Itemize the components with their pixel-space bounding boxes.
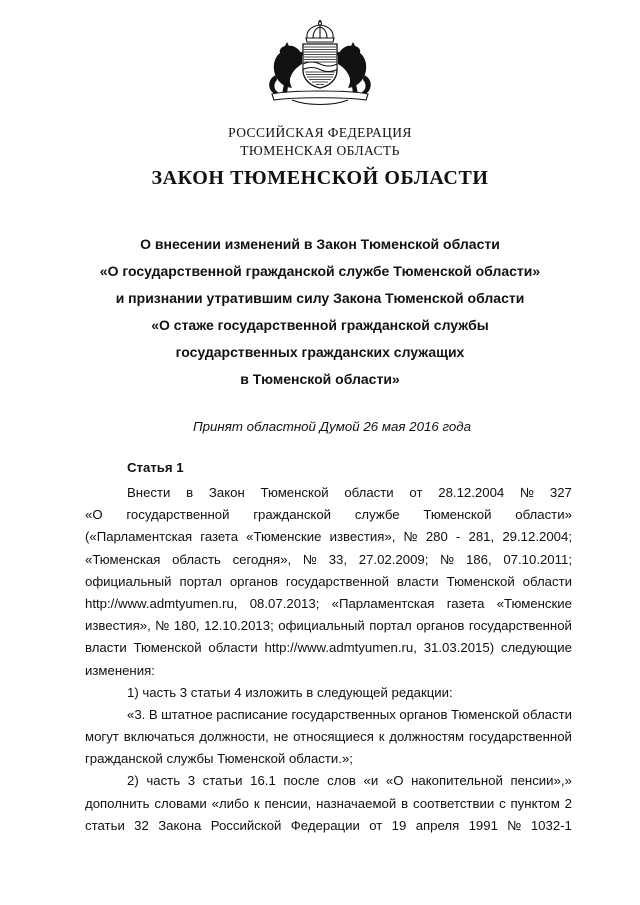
compartment-icon [272,91,368,105]
word: 33, [328,551,348,567]
word: «3. [127,706,146,722]
word: «О [85,507,103,523]
word: портал [179,573,222,589]
word: области [344,485,394,500]
word: 19 [391,817,407,833]
word: штатное [161,706,213,722]
word: известия», [85,618,151,634]
word: должностям [389,729,465,745]
crown-icon [306,20,334,42]
word: 16.1 [250,773,276,789]
word: Тюменской [423,507,492,523]
word: часть [146,773,181,789]
word: включаться [123,729,195,745]
word: официальный [85,573,172,589]
left-sable-icon [269,42,303,94]
word: «Парламентская [331,595,435,611]
article-body [85,482,572,837]
word: государственной [285,573,389,589]
word: Тюменской [260,485,329,500]
word: 08.07.2013; [249,595,320,611]
body-line [85,637,572,659]
word: органов [399,706,448,722]
header-region: ТЮМЕНСКАЯ ОБЛАСТЬ [240,143,400,158]
word: дополнить [85,795,150,811]
word: 31.03.2015) [423,640,495,656]
word: № [507,817,522,833]
body-line [85,815,572,837]
word: государственной [468,729,572,745]
word: Тюменской [446,573,515,589]
word: портал [369,618,412,634]
word: № [155,618,170,634]
word: Российской [210,817,282,833]
word: 28.12.2004 [438,485,505,500]
body-line [85,504,572,526]
word: «и [363,773,379,789]
word: после [283,773,320,789]
body-line [85,704,572,726]
word: 280 [425,529,448,545]
header-country: РОССИЙСКАЯ ФЕДЕРАЦИЯ [228,125,412,140]
body-line: 1) часть 3 статьи 4 изложить в следующей редакции: [127,684,453,700]
word: («Парламентская [85,529,193,545]
word: гражданской [253,507,332,523]
right-sable-icon [337,42,371,94]
word: - [455,529,461,545]
word: органов [416,618,465,634]
word: слов [327,773,356,789]
word: области [208,640,258,656]
word: 186, [465,551,492,567]
word: пенсии, [264,795,312,811]
word: 29.12.2004; [502,529,572,545]
word: сегодня», [232,551,292,567]
word: № [440,551,455,567]
word: пунктом [510,795,560,811]
word: власти [85,640,127,656]
word: власти [396,573,439,589]
body-line [85,571,572,593]
title-line: О внесении изменений в Закон Тюменской области [140,236,500,252]
word: № [302,551,318,567]
body-line: изменения: [85,662,155,678]
word: словами [154,795,207,811]
body-line [85,549,572,571]
law-title [0,231,640,393]
word: области [522,706,572,722]
word: в [401,795,409,811]
shield-icon [303,44,337,88]
word: известия», [329,529,396,545]
word: В [148,706,158,722]
word: органов [229,573,278,589]
body-line [85,726,572,748]
word: области [522,573,572,589]
word: Тюменской [133,640,202,656]
word: с [499,795,506,811]
word: область [172,551,221,567]
word: государственной [126,507,230,523]
word: назначаемой [316,795,397,811]
body-line [85,593,572,615]
word: «либо [211,795,249,811]
word: от [409,485,423,500]
article-heading: Статья 1 [127,460,184,475]
word: Внести [127,485,171,500]
body-line [85,615,572,637]
word: могут [85,729,119,745]
word: к [253,795,260,811]
word: № [403,529,418,545]
word: 2 [564,795,572,811]
body-line [85,770,572,792]
word: № [519,485,535,500]
document-type: ЗАКОН ТЮМЕНСКОЙ ОБЛАСТИ [151,167,489,189]
word: к [378,729,385,745]
body-line [85,482,572,504]
word: официальный [278,618,365,634]
coat-of-arms-icon [262,20,378,108]
word: 281, [468,529,495,545]
title-line: государственных гражданских служащих [175,344,465,360]
word: «Тюменские [496,595,572,611]
word: «О [385,773,404,789]
word: относящиеся [293,729,374,745]
word: накопительной [411,773,503,789]
word: 1991 [468,817,498,833]
word: 32 [134,817,149,833]
word: 180, [173,618,200,634]
title-line: и признании утратившим силу Закона Тюменской области [115,290,525,306]
word: 1032-1 [530,817,572,833]
word: 3 [187,773,196,789]
word: 27.02.2009; [358,551,429,567]
body-line [85,526,572,548]
word: газета [200,529,239,545]
word: должности, [199,729,269,745]
word: Закон [208,485,245,500]
word: государственных [291,706,396,722]
word: статьи [202,773,243,789]
word: «Тюменские [246,529,322,545]
word: газета [446,595,485,611]
word: Федерации [290,817,360,833]
body-line [85,793,572,815]
word: 2) [127,773,139,789]
body-line: гражданской службы Тюменской области.»; [85,751,353,767]
word: Тюменской [451,706,520,722]
word: следующие [500,640,572,656]
word: области» [515,507,572,523]
title-line: в Тюменской области» [240,371,400,387]
word: соответствии [413,795,495,811]
word: государственной [468,618,572,634]
word: http://www.admtyumen.ru, [264,640,417,656]
word: от [369,817,383,833]
word: «Тюменская [85,551,161,567]
adoption-note: Принят областной Думой 26 мая 2016 года [193,419,471,434]
title-line: «О стаже государственной гражданской службы [151,317,489,333]
word: статьи [85,817,125,833]
word: Закона [158,817,202,833]
word: не [273,729,289,745]
word: 07.10.2011; [503,551,572,567]
word: в [186,485,194,500]
word: 327 [549,485,572,500]
word: пенсии»,» [510,773,572,789]
word: службе [354,507,400,523]
title-line: «О государственной гражданской службе Тюменской области» [99,263,541,279]
word: апреля [415,817,460,833]
word: расписание [216,706,288,722]
word: http://www.admtyumen.ru, [85,595,238,611]
word: 12.10.2013; [204,618,274,634]
